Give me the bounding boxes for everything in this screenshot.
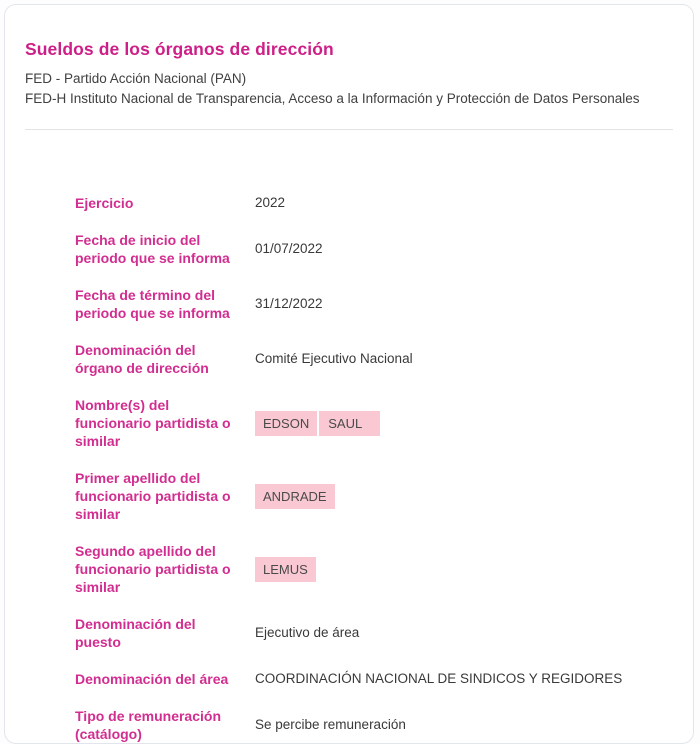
record-subject-info	[25, 69, 673, 109]
field-value: 31/12/2022	[255, 296, 323, 311]
field-label: Fecha de inicio del periodo que se informa	[75, 232, 230, 266]
field-row	[75, 194, 673, 212]
field-row	[75, 341, 673, 377]
field-label: Denominación del puesto	[75, 616, 196, 650]
field-label: Denominación del área	[75, 671, 229, 687]
field-row	[75, 469, 673, 523]
field-row	[75, 396, 673, 450]
field-row	[75, 615, 673, 651]
field-row	[75, 670, 673, 688]
highlight-mark: ANDRADE	[255, 484, 335, 509]
field-value: COORDINACIÓN NACIONAL DE SINDICOS Y REGIDORES	[255, 671, 623, 686]
field-value	[255, 484, 335, 509]
field-label: Nombre(s) del funcionario partidista o similar	[75, 397, 231, 449]
subject-party-line: FED - Partido Acción Nacional (PAN)	[25, 71, 247, 86]
field-value	[255, 411, 380, 436]
field-label: Segundo apellido del funcionario partidista o similar	[75, 543, 231, 595]
field-value	[255, 557, 316, 582]
highlight-mark: SAUL	[319, 411, 380, 436]
field-value: 2022	[255, 195, 286, 210]
record-detail-card	[4, 4, 694, 744]
header-divider	[25, 129, 673, 130]
field-value: Ejecutivo de área	[255, 625, 360, 640]
field-row	[75, 286, 673, 322]
fields-list	[75, 194, 673, 743]
field-value: Se percibe remuneración	[255, 717, 406, 732]
field-label: Ejercicio	[75, 195, 134, 211]
field-row	[75, 542, 673, 596]
field-label: Denominación del órgano de dirección	[75, 342, 209, 376]
highlight-mark: EDSON	[255, 411, 317, 436]
field-value: Comité Ejecutivo Nacional	[255, 351, 413, 366]
field-row	[75, 231, 673, 267]
page-title: Sueldos de los órganos de dirección	[25, 39, 334, 59]
field-label: Tipo de remuneración (catálogo)	[75, 708, 221, 742]
field-row	[75, 707, 673, 743]
field-value: 01/07/2022	[255, 241, 323, 256]
subject-institution-line: FED-H Instituto Nacional de Transparencia, Acceso a la Información y Protección de Datos Personales	[25, 91, 640, 106]
field-label: Primer apellido del funcionario partidista o similar	[75, 470, 231, 522]
highlight-mark: LEMUS	[255, 557, 316, 582]
field-label: Fecha de término del periodo que se informa	[75, 287, 230, 321]
